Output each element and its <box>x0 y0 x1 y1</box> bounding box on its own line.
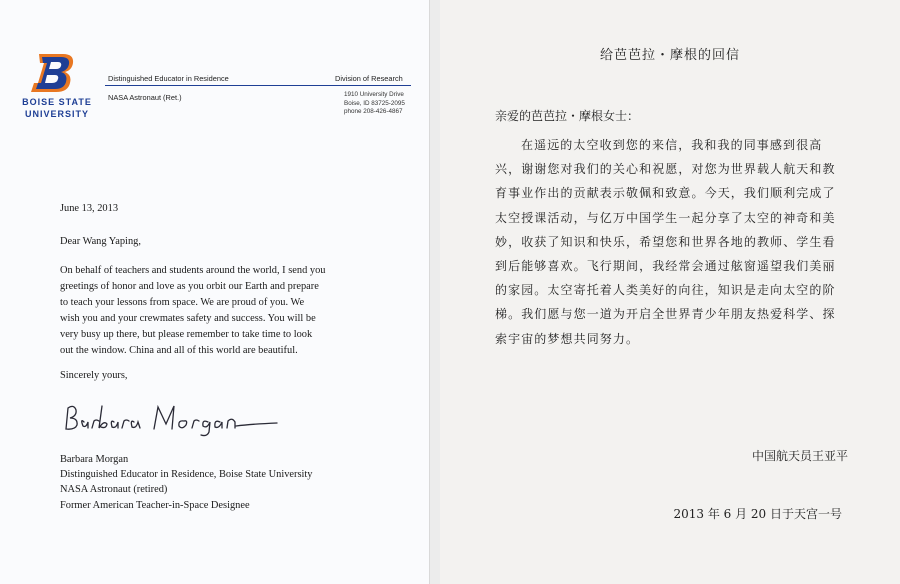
letterhead-division: Division of Research <box>335 74 403 83</box>
english-letter-page <box>0 0 430 584</box>
reply-title: 给芭芭拉・摩根的回信 <box>599 48 740 63</box>
body-line: 在遥远的太空收到您的来信，我和我的同事感到很高 <box>521 138 823 152</box>
signer-title: Former American Teacher-in-Space Designee <box>60 499 250 511</box>
letterhead-address <box>344 91 405 117</box>
address-line: Boise, ID 83725-2095 <box>344 99 405 107</box>
body-line: 兴，谢谢您对我们的关心和祝愿，对您为世界载人航天和教 <box>495 162 836 177</box>
letter-closing: Sincerely yours, <box>60 370 128 381</box>
body-line: 妙，收获了知识和快乐，希望您和世界各地的教师、学生看 <box>495 234 836 249</box>
address-line: phone 208-426-4867 <box>344 108 403 116</box>
reply-body <box>495 133 865 351</box>
body-line: 太空授课活动，与亿万中国学生一起分享了太空的神奇和美 <box>495 210 836 225</box>
university-wordmark: BOISE STATE UNIVERSITY <box>22 97 92 119</box>
letter-body <box>60 263 400 358</box>
body-line: out the window. China and all of this world are beautiful. <box>60 344 298 356</box>
letter-date: June 13, 2013 <box>60 203 119 214</box>
body-line: 梯。我们愿与您一道为开启全世界青少年朋友热爱科学、探 <box>495 307 836 322</box>
body-line: very busy up there, but please remember to take time to look <box>60 328 313 340</box>
signer-name: Barbara Morgan <box>60 454 129 465</box>
signature-block <box>60 452 313 513</box>
reply-date: 2013 年 6 月 20 日于天宫一号 <box>673 507 842 521</box>
chinese-letter-page <box>440 0 900 584</box>
body-line: to teach your lessons from space. We are proud of you. We <box>60 296 305 308</box>
body-line: On behalf of teachers and students around the world, I send you <box>60 265 326 276</box>
letterhead-title: Distinguished Educator in Residence <box>108 74 229 83</box>
boise-state-b-logo <box>30 52 76 94</box>
signer-title: Distinguished Educator in Residence, Boise State University <box>60 469 313 481</box>
reply-signature: 中国航天员王亚平 <box>751 449 848 463</box>
body-line: 索宇宙的梦想共同努力。 <box>495 331 640 346</box>
page-divider <box>430 0 440 584</box>
body-line: 的家园。太空寄托着人类美好的向往，知识是走向太空的阶 <box>495 283 836 298</box>
reply-salutation: 亲爱的芭芭拉・摩根女士： <box>495 109 640 123</box>
letterhead-subtitle: NASA Astronaut (Ret.) <box>108 93 182 102</box>
body-line: wish you and your crewmates safety and success. You will be <box>60 312 316 324</box>
handwritten-signature <box>62 398 282 438</box>
address-line: 1910 University Drive <box>344 91 404 98</box>
letter-salutation: Dear Wang Yaping, <box>60 236 141 247</box>
body-line: 到后能够喜欢。飞行期间，我经常会通过舷窗遥望我们美丽 <box>495 259 836 274</box>
signer-title: NASA Astronaut (retired) <box>60 484 168 496</box>
body-line: 育事业作出的贡献表示敬佩和致意。今天，我们顺利完成了 <box>495 186 836 201</box>
letterhead-rule <box>105 85 411 86</box>
body-line: greetings of honor and love as you orbit our Earth and prepare <box>60 280 319 292</box>
